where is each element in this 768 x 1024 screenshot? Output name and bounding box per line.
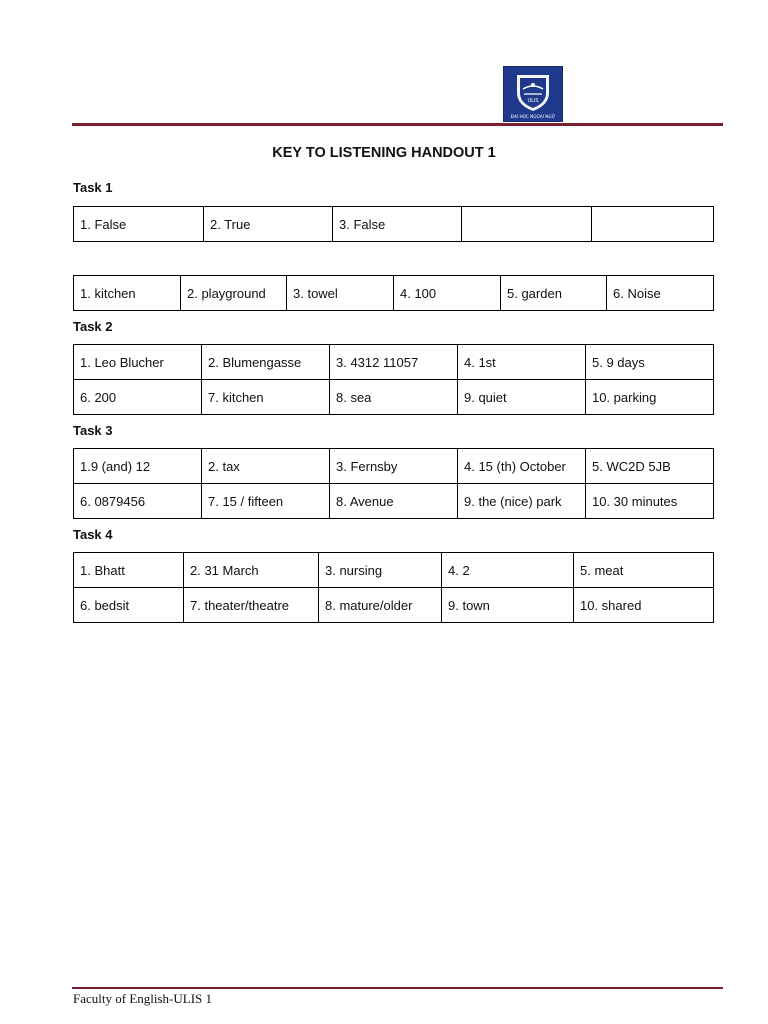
table-cell: 1. Leo Blucher xyxy=(74,345,202,380)
table-cell: 9. the (nice) park xyxy=(458,484,586,519)
table-cell: 6. 200 xyxy=(74,380,202,415)
table-cell: 3. nursing xyxy=(319,553,442,588)
table-cell: 3. False xyxy=(333,207,462,242)
table-cell: 1.9 (and) 12 xyxy=(74,449,202,484)
table-cell: 5. garden xyxy=(501,276,607,311)
table-cell: 6. Noise xyxy=(607,276,714,311)
header-rule xyxy=(72,123,723,126)
table-cell: 1. False xyxy=(74,207,204,242)
task3-table xyxy=(73,448,714,519)
logo-caption: ĐẠI HỌC NGOẠI NGỮ xyxy=(510,114,556,119)
table-cell: 3. Fernsby xyxy=(330,449,458,484)
table-cell: 4. 15 (th) October xyxy=(458,449,586,484)
table-cell: 1. kitchen xyxy=(74,276,181,311)
table-row xyxy=(74,207,714,242)
table-cell: 9. town xyxy=(442,588,574,623)
table-cell: 8. Avenue xyxy=(330,484,458,519)
task1-label: Task 1 xyxy=(73,180,113,195)
page-title: KEY TO LISTENING HANDOUT 1 xyxy=(272,145,496,161)
task1-table-b xyxy=(73,275,714,311)
table-row xyxy=(74,276,714,311)
table-cell: 10. shared xyxy=(574,588,714,623)
table-cell: 7. kitchen xyxy=(202,380,330,415)
table-cell: 5. 9 days xyxy=(586,345,714,380)
ulis-university-emblem-icon xyxy=(504,67,562,121)
page-footer: Faculty of English-ULIS 1 xyxy=(73,991,213,1006)
table-cell: 7. theater/theatre xyxy=(184,588,319,623)
table-cell xyxy=(592,207,714,242)
table-cell: 5. meat xyxy=(574,553,714,588)
table-cell: 3. towel xyxy=(287,276,394,311)
task2-label: Task 2 xyxy=(73,319,113,334)
table-cell: 2. Blumengasse xyxy=(202,345,330,380)
table-cell: 7. 15 / fifteen xyxy=(202,484,330,519)
table-cell: 10. parking xyxy=(586,380,714,415)
table-cell: 2. playground xyxy=(181,276,287,311)
table-cell: 4. 100 xyxy=(394,276,501,311)
table-row xyxy=(74,449,714,484)
task2-table xyxy=(73,344,714,415)
table-cell: 3. 4312 11057 xyxy=(330,345,458,380)
table-cell: 2. 31 March xyxy=(184,553,319,588)
table-row xyxy=(74,380,714,415)
table-cell: 6. bedsit xyxy=(74,588,184,623)
emblem-text: ULIS xyxy=(527,98,539,104)
footer-rule xyxy=(72,987,723,989)
table-cell: 8. sea xyxy=(330,380,458,415)
table-cell: 4. 1st xyxy=(458,345,586,380)
table-cell: 10. 30 minutes xyxy=(586,484,714,519)
table-cell: 8. mature/older xyxy=(319,588,442,623)
table-cell: 2. True xyxy=(204,207,333,242)
task4-table xyxy=(73,552,714,623)
table-row xyxy=(74,553,714,588)
task1-table-a xyxy=(73,206,714,242)
task3-label: Task 3 xyxy=(73,423,113,438)
table-cell: 2. tax xyxy=(202,449,330,484)
table-row xyxy=(74,484,714,519)
ulis-logo xyxy=(503,66,563,122)
table-row xyxy=(74,345,714,380)
task4-label: Task 4 xyxy=(73,527,113,542)
table-cell: 5. WC2D 5JB xyxy=(586,449,714,484)
table-cell: 9. quiet xyxy=(458,380,586,415)
table-cell: 1. Bhatt xyxy=(74,553,184,588)
table-cell: 4. 2 xyxy=(442,553,574,588)
table-cell xyxy=(462,207,592,242)
table-row xyxy=(74,588,714,623)
table-cell: 6. 0879456 xyxy=(74,484,202,519)
